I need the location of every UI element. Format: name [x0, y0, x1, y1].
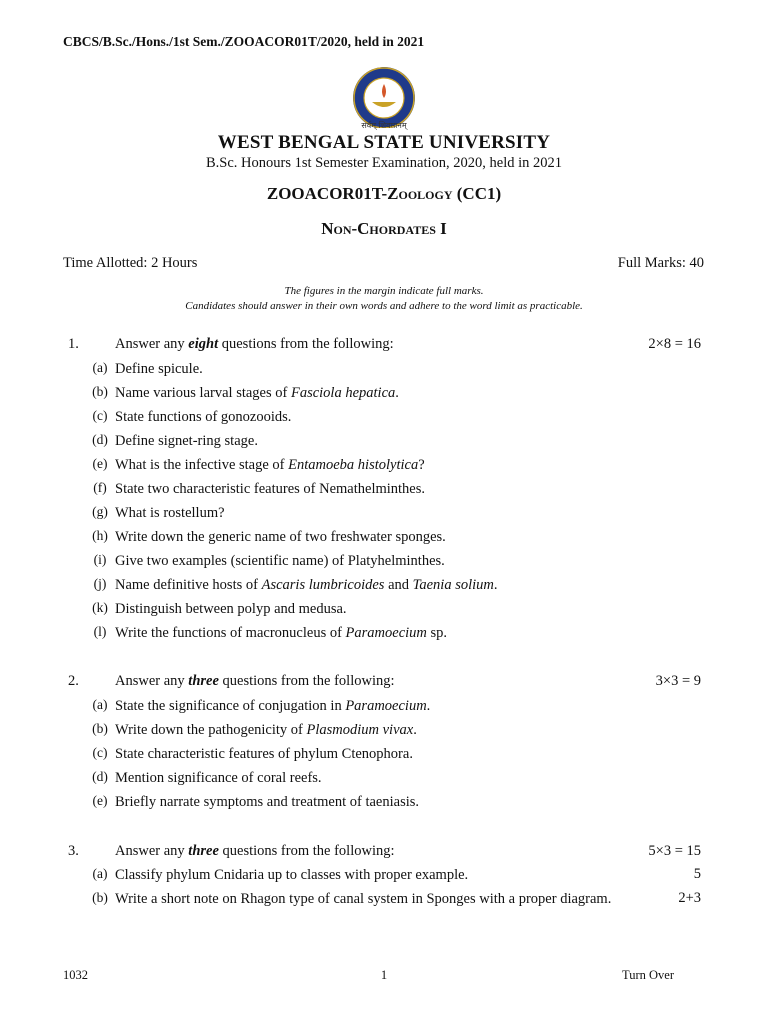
question-number: 2. [68, 673, 79, 689]
question-marks: 3×3 = 9 [655, 673, 701, 689]
item-label: (j) [93, 576, 107, 591]
paper-subject: Non-Chordates I [321, 219, 447, 238]
university-motto: सर्वम् शिवमानम् [361, 121, 407, 130]
item-text [115, 384, 625, 402]
item-text-italic: Entamoeba histolytica [288, 457, 419, 473]
question-heading [115, 843, 395, 860]
item-text-part: Name various larval stages of [115, 385, 291, 401]
instruction-margin: The figures in the margin indicate full marks. [284, 285, 484, 297]
item-text: Write a short note on Rhagon type of canal system in Sponges with a proper diagram. [115, 891, 612, 907]
item-text [115, 576, 625, 594]
turn-over-note: Turn Over [622, 968, 674, 982]
item-text: What is rostellum? [115, 505, 225, 521]
item-text-italic: Paramoecium [345, 698, 427, 714]
item-text-italic: Plasmodium vivax [306, 722, 414, 738]
question-heading-emphasis: eight [188, 336, 219, 352]
item-text: Give two examples (scientific name) of Platyhelminthes. [115, 553, 445, 569]
item-text [115, 456, 625, 474]
item-label: (e) [92, 456, 108, 471]
item-text: Define spicule. [115, 361, 203, 377]
item-text: Define signet-ring stage. [115, 433, 258, 449]
page-number: 1 [380, 968, 388, 982]
item-text: State characteristic features of phylum Ctenophora. [115, 746, 413, 762]
exam-title: B.Sc. Honours 1st Semester Examination, 2020, held in 2021 [205, 155, 563, 171]
question-marks: 2×8 = 16 [648, 336, 701, 352]
question-heading-prefix: Answer any [115, 673, 189, 689]
item-text: State two characteristic features of Nemathelminthes. [115, 481, 426, 497]
item-marks: 2+3 [678, 890, 701, 906]
item-text [115, 697, 625, 715]
item-text-part: Name definitive hosts of [115, 577, 262, 593]
item-label: (b) [92, 721, 108, 736]
item-text-part: . [413, 722, 417, 738]
instruction-word-limit: Candidates should answer in their own words and adhere to the word limit as practicable. [185, 300, 583, 312]
question-heading-emphasis: three [188, 673, 219, 689]
question-heading-suffix: questions from the following: [218, 843, 395, 859]
question-heading-suffix: questions from the following: [218, 673, 395, 689]
item-label: (b) [92, 384, 108, 399]
item-text-italic: Paramoecium [345, 625, 427, 641]
item-label: (d) [92, 432, 108, 447]
item-text: Distinguish between polyp and medusa. [115, 601, 347, 617]
paper-title [0, 184, 768, 204]
item-text-part: sp. [426, 625, 448, 641]
item-text-part: What is the infective stage of [115, 457, 289, 473]
question-marks: 5×3 = 15 [648, 843, 701, 859]
item-label: (l) [93, 624, 107, 639]
item-label: (b) [92, 890, 108, 905]
paper-suffix: (CC1) [452, 184, 502, 203]
full-marks: Full Marks: 40 [617, 255, 704, 271]
item-label: (c) [92, 745, 108, 760]
item-text: Write down the generic name of two freshwater sponges. [115, 529, 446, 545]
item-text-italic: Fasciola hepatica [290, 385, 396, 401]
item-text-part: and [384, 577, 413, 593]
question-heading [115, 336, 394, 353]
item-marks: 5 [693, 866, 701, 882]
item-label: (e) [92, 793, 108, 808]
item-text: Briefly narrate symptoms and treatment of taeniasis. [115, 794, 420, 810]
item-label: (i) [93, 552, 107, 567]
question-heading-suffix: questions from the following: [218, 336, 394, 352]
question-heading [115, 673, 395, 690]
paper-code: ZOOACOR01T- [266, 184, 388, 203]
paper-subject-name: Zoology [387, 184, 453, 203]
item-text: Mention significance of coral reefs. [115, 770, 322, 786]
item-text-part: State the significance of conjugation in [115, 698, 346, 714]
item-label: (g) [92, 504, 108, 519]
item-label: (a) [92, 866, 108, 881]
item-text: Classify phylum Cnidaria up to classes with proper example. [115, 867, 469, 883]
item-text-part: Write down the pathogenicity of [115, 722, 307, 738]
item-text: State functions of gonozooids. [115, 409, 292, 425]
footer-code: 1032 [63, 968, 88, 982]
question-heading-prefix: Answer any [115, 843, 189, 859]
item-text-part: . [426, 698, 431, 714]
question-heading-prefix: Answer any [115, 336, 189, 352]
item-label: (k) [92, 600, 108, 615]
time-allotted: Time Allotted: 2 Hours [63, 255, 198, 271]
item-text-part: . [493, 577, 498, 593]
item-text-italic: Taenia solium [412, 577, 494, 593]
question-number: 3. [68, 843, 79, 859]
item-label: (c) [92, 408, 108, 423]
university-name: WEST BENGAL STATE UNIVERSITY [217, 132, 551, 153]
item-text-part: ? [418, 457, 425, 473]
item-text-italic: Ascaris lumbricoides [261, 577, 385, 593]
item-label: (a) [92, 697, 108, 712]
item-label: (d) [92, 769, 108, 784]
item-label: (a) [92, 360, 108, 375]
item-text [115, 721, 625, 739]
item-text-part: Write the functions of macronucleus of [115, 625, 346, 641]
item-text-part: . [395, 385, 399, 401]
item-text [115, 624, 625, 642]
item-label: (f) [93, 480, 107, 495]
item-label: (h) [92, 528, 108, 543]
question-heading-emphasis: three [188, 843, 219, 859]
question-number: 1. [68, 336, 79, 352]
paper-code-header: CBCS/B.Sc./Hons./1st Sem./ZOOACOR01T/2020, held in 2021 [63, 34, 425, 49]
